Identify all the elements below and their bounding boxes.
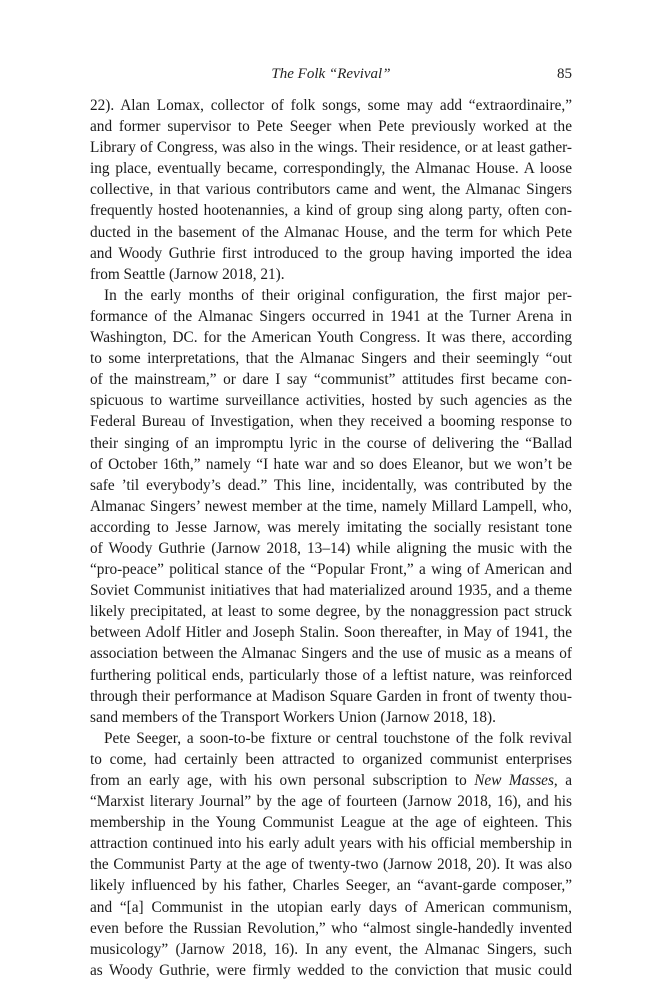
text-line: of the mainstream,” or dare I say “communist” attitudes first became con- <box>90 371 572 389</box>
text-line: safe ’til everybody’s dead.” This line, incidentally, was contributed by the <box>90 476 572 494</box>
text-line: Almanac Singers’ newest member at the time, namely Millard Lampell, who, <box>90 497 572 515</box>
text-line: Soviet Communist initiatives that had materialized around 1935, and a theme <box>90 582 572 600</box>
text-line: their singing of an impromptu lyric in the course of delivering the “Ballad <box>90 434 572 452</box>
text-line: likely precipitated, at least to some degree, by the nonaggression pact struck <box>90 603 572 621</box>
text-line: and Woody Guthrie first introduced to the group having imported the idea <box>90 244 572 262</box>
text-line: attraction continued into his early adult years with his official membership in <box>90 835 572 853</box>
text-line: through their performance at Madison Square Garden in front of twenty thou- <box>90 687 572 705</box>
text-line: from Seattle (Jarnow 2018, 21). <box>90 265 285 283</box>
text-line: “Marxist literary Journal” by the age of fourteen (Jarnow 2018, 16), and his <box>90 793 572 811</box>
text-line: and “[a] Communist in the utopian early days of American communism, <box>90 898 572 916</box>
text-line: membership in the Young Communist League at the age of eighteen. This <box>90 814 572 832</box>
running-head <box>90 66 572 86</box>
text-line: even before the Russian Revolution,” who “almost single-handedly invented <box>90 919 572 937</box>
text-line: to some interpretations, that the Almanac Singers and their seemingly “out <box>90 350 572 368</box>
text-line: In the early months of their original configuration, the first major per- <box>104 286 572 304</box>
page-number: 85 <box>557 66 572 82</box>
journal-title: New Masses <box>474 772 554 789</box>
body-text <box>90 95 572 981</box>
text-line: between Adolf Hitler and Joseph Stalin. Soon thereafter, in May of 1941, the <box>90 624 572 642</box>
text-line: from an early age, with his own personal subscription to New Masses, a <box>90 772 572 789</box>
text-line: musicology” (Jarnow 2018, 16). In any event, the Almanac Singers, such <box>90 940 572 958</box>
text-line: association between the Almanac Singers and the use of music as a means of <box>90 645 572 663</box>
text-line: of October 16th,” namely “I hate war and so does Eleanor, but we won’t be <box>90 455 572 473</box>
text-line: sand members of the Transport Workers Union (Jarnow 2018, 18). <box>90 708 496 726</box>
text-line: 22). Alan Lomax, collector of folk songs, some may add “extraordinaire,” <box>90 97 572 114</box>
text-line: furthering political ends, particularly those of a leftist nature, was reinforced <box>90 666 572 684</box>
text-line: likely influenced by his father, Charles Seeger, an “avant-garde composer,” <box>90 877 572 895</box>
text-line: to come, had certainly been attracted to organized communist enterprises <box>90 750 572 768</box>
text-line: Washington, DC. for the American Youth Congress. It was there, according <box>90 329 572 347</box>
text-line: Federal Bureau of Investigation, when they received a booming response to <box>90 413 572 431</box>
text-line: of Woody Guthrie (Jarnow 2018, 13–14) while aligning the music with the <box>90 539 572 557</box>
text-line: as Woody Guthrie, were firmly wedded to the conviction that music could <box>90 961 572 979</box>
running-title: The Folk “Revival” <box>271 66 391 82</box>
text-line: ducted in the basement of the Almanac House, and the term for which Pete <box>90 223 572 241</box>
text-line: the Communist Party at the age of twenty-two (Jarnow 2018, 20). It was also <box>90 856 572 874</box>
text-line: spicuous to wartime surveillance activities, hosted by such agencies as the <box>90 392 572 410</box>
text-line: collective, in that various contributors came and went, the Almanac Singers <box>90 181 572 199</box>
text-line: Pete Seeger, a soon-to-be fixture or central touchstone of the folk revival <box>104 729 572 747</box>
text-line: Library of Congress, was also in the wings. Their residence, or at least gather- <box>90 139 572 157</box>
text-line: according to Jesse Jarnow, was merely imitating the socially resistant tone <box>90 518 572 536</box>
text-line: and former supervisor to Pete Seeger when Pete previously worked at the <box>90 118 572 136</box>
text-line: formance of the Almanac Singers occurred in 1941 at the Turner Arena in <box>90 307 572 325</box>
text-line: ing place, eventually became, correspondingly, the Almanac House. A loose <box>90 160 572 178</box>
text-line: “pro-peace” political stance of the “Popular Front,” a wing of American and <box>90 561 572 579</box>
text-line: frequently hosted hootenannies, a kind of group sing along party, often con- <box>90 202 572 220</box>
